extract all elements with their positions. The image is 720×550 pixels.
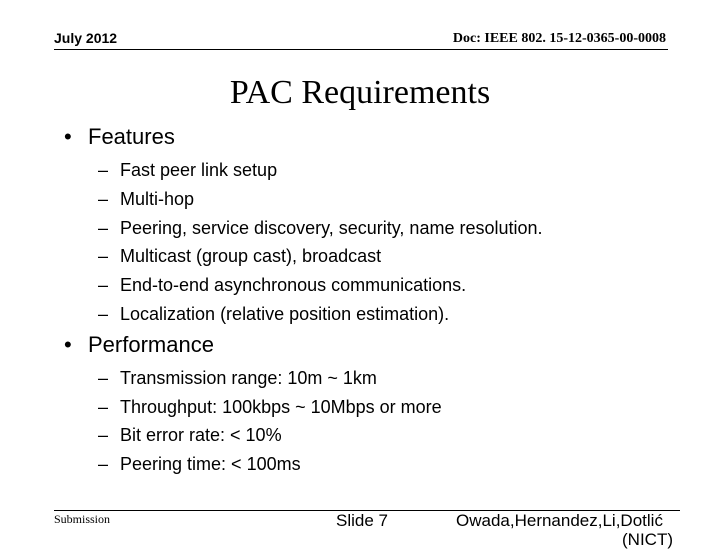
header-doc-id: Doc: IEEE 802. 15-12-0365-00-0008: [452, 31, 666, 46]
bullet-dot-icon: •: [64, 124, 72, 149]
footer-slide-number: Slide 7: [336, 511, 388, 530]
dash-icon: –: [98, 189, 109, 209]
bullet-features: [64, 124, 175, 150]
list-item: – Multi-hop: [98, 189, 195, 209]
list-item: – Localization (relative position estimation).: [98, 304, 450, 324]
bullet-dot-icon: •: [64, 332, 72, 357]
dash-icon: –: [98, 275, 109, 295]
dash-icon: –: [98, 397, 109, 417]
dash-icon: –: [98, 304, 109, 324]
list-item: – Fast peer link setup: [98, 160, 278, 180]
bullet-heading: Features: [88, 124, 175, 149]
dash-icon: –: [98, 160, 109, 180]
header-divider: [54, 49, 668, 50]
dash-icon: –: [98, 425, 109, 445]
list-item: – Bit error rate: < 10%: [98, 425, 282, 445]
slide-title: PAC Requirements: [229, 74, 491, 111]
header-date: July 2012: [54, 30, 118, 46]
bullet-heading: Performance: [88, 332, 214, 357]
dash-icon: –: [98, 454, 109, 474]
dash-icon: –: [98, 246, 109, 266]
list-item: – Peering time: < 100ms: [98, 454, 301, 474]
dash-icon: –: [98, 368, 109, 388]
dash-icon: –: [98, 218, 109, 238]
list-item: – Peering, service discovery, security, name resolution.: [98, 218, 543, 238]
bullet-performance: [64, 332, 214, 358]
footer-authors-overflow: (NICT): [622, 530, 673, 549]
list-item: – End-to-end asynchronous communications.: [98, 275, 467, 295]
list-item: – Transmission range: 10m ~ 1km: [98, 368, 377, 388]
list-item: – Throughput: 100kbps ~ 10Mbps or more: [98, 397, 442, 417]
list-item: – Multicast (group cast), broadcast: [98, 246, 382, 266]
footer-authors: Owada,Hernandez,Li,Dotlić: [456, 511, 663, 530]
footer-submission: Submission: [54, 512, 111, 526]
